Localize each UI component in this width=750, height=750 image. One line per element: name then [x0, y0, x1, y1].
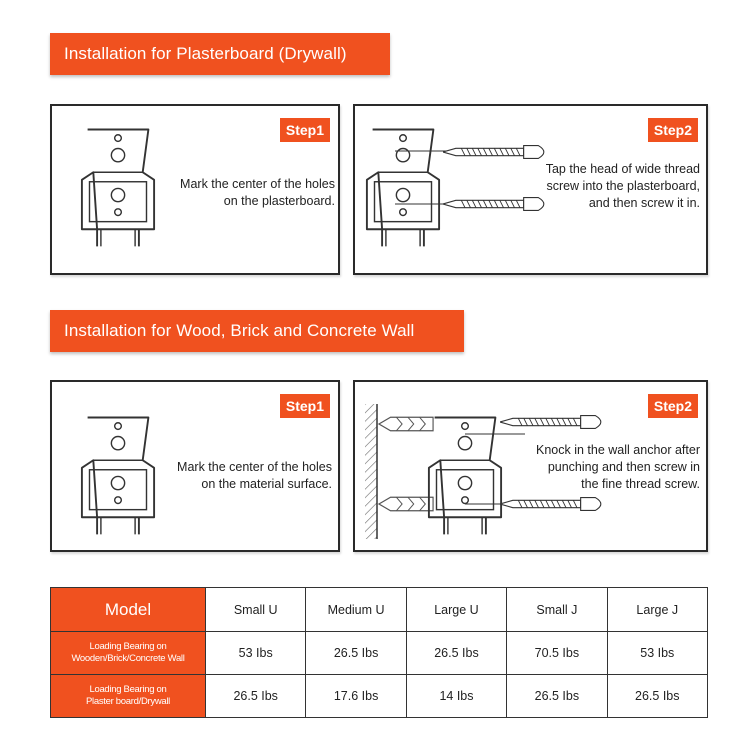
- section-title-drywall: Installation for Plasterboard (Drywall): [50, 33, 390, 75]
- step-description-line: screw into the plasterboard,: [546, 179, 700, 193]
- table-header-cell: Small J: [507, 588, 607, 632]
- table-cell: 53 Ibs: [607, 632, 707, 675]
- step-description-line: Mark the center of the holes: [180, 177, 335, 191]
- step-badge: Step2: [648, 394, 698, 418]
- step-description-line: Knock in the wall anchor after: [536, 443, 700, 457]
- table-header-row: [51, 588, 708, 632]
- wall-step1-panel: [50, 380, 340, 552]
- table-row: [51, 675, 708, 718]
- load-bearing-table: [50, 587, 708, 718]
- drywall-step2-panel: [353, 104, 708, 275]
- step-badge: Step2: [648, 118, 698, 142]
- table-cell: 70.5 Ibs: [507, 632, 607, 675]
- table-cell: 26.5 Ibs: [607, 675, 707, 718]
- row-label-line: Loading Bearing on: [89, 641, 167, 652]
- table-cell: 17.6 Ibs: [306, 675, 406, 718]
- step-badge: Step1: [280, 394, 330, 418]
- section-title-wood-brick-concrete: Installation for Wood, Brick and Concrete Wall: [50, 310, 464, 352]
- row-label: [51, 675, 206, 718]
- table-cell: 53 Ibs: [206, 632, 306, 675]
- step-badge: Step1: [280, 118, 330, 142]
- step-description: [160, 176, 335, 210]
- row-label-line: Wooden/Brick/Concrete Wall: [71, 653, 185, 664]
- step-description-line: Mark the center of the holes: [177, 460, 332, 474]
- table-cell: 26.5 Ibs: [507, 675, 607, 718]
- wide-thread-screw-icon: [443, 142, 553, 162]
- step-description-line: on the material surface.: [201, 477, 332, 491]
- table-header-cell: Large J: [607, 588, 707, 632]
- step-description: [152, 459, 332, 493]
- row-label-line: Plaster board/Drywall: [86, 696, 170, 707]
- bracket-illustration: [80, 412, 156, 537]
- step-description-line: on the plasterboard.: [223, 194, 335, 208]
- row-label-line: Loading Bearing on: [89, 684, 167, 695]
- table-cell: 26.5 Ibs: [306, 632, 406, 675]
- table-header-cell: Large U: [406, 588, 506, 632]
- table-row: [51, 632, 708, 675]
- fine-thread-screw-icon: [500, 412, 610, 432]
- step-description-line: and then screw it in.: [588, 196, 700, 210]
- step-description: [505, 161, 700, 212]
- wall-step2-panel: [353, 380, 708, 552]
- step-description-line: the fine thread screw.: [581, 477, 700, 491]
- table-cell: 26.5 Ibs: [206, 675, 306, 718]
- row-label: [51, 632, 206, 675]
- bracket-illustration: [80, 124, 156, 249]
- step-description-line: Tap the head of wide thread: [545, 162, 700, 176]
- drywall-step1-panel: [50, 104, 340, 275]
- table-header-cell: Small U: [206, 588, 306, 632]
- step-description-line: punching and then screw in: [547, 460, 700, 474]
- table-cell: 14 Ibs: [406, 675, 506, 718]
- table-cell: 26.5 Ibs: [406, 632, 506, 675]
- table-header-cell: Medium U: [306, 588, 406, 632]
- fine-thread-screw-icon: [500, 494, 610, 514]
- step-description: [505, 442, 700, 493]
- table-header-cell: Model: [51, 588, 206, 632]
